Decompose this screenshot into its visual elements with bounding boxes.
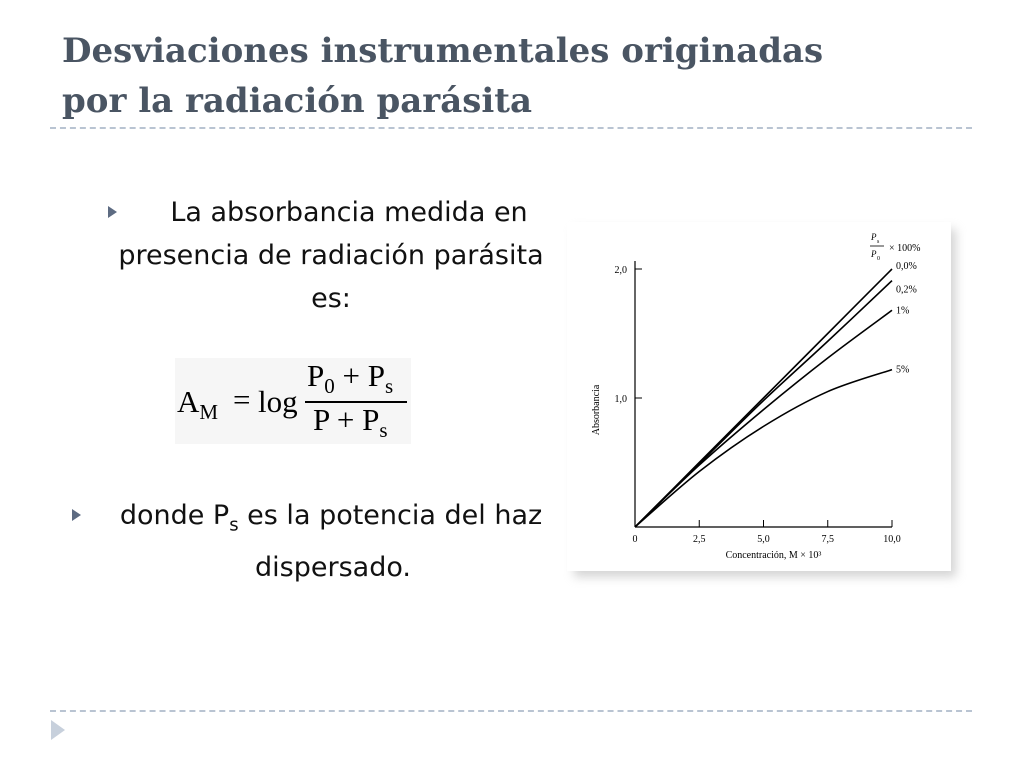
- x-tick-label: 10,0: [883, 534, 901, 545]
- bullet-1-line-3: es:: [311, 283, 351, 314]
- next-slide-arrow-icon[interactable]: [51, 720, 65, 740]
- x-tick-label: 2,5: [693, 534, 706, 545]
- absorbance-chart: [567, 222, 951, 571]
- chart-axes: [635, 261, 892, 527]
- formula-denominator: $P + P_s$: [313, 402, 388, 443]
- top-divider: [50, 127, 972, 129]
- series-label: 0,2%: [896, 284, 917, 296]
- y-axis-label: Absorbancia: [591, 384, 602, 436]
- series-label: 5%: [896, 364, 910, 376]
- bullet-1-line-2: presencia de radiación parásita: [118, 240, 544, 271]
- bullet-2-line-1: donde $P_s$ es la potencia del haz: [119, 500, 543, 536]
- x-axis-label: Concentración, M × 10³: [725, 550, 822, 561]
- slide-title: [62, 26, 962, 126]
- x-tick-label: 0: [632, 534, 638, 545]
- formula-lhs: $A_M$: [177, 384, 219, 425]
- absorbance-formula: [175, 358, 411, 444]
- chart-labels: [591, 232, 920, 561]
- bullet-arrow-icon: [72, 509, 81, 521]
- legend-title-denominator-sub: 0: [877, 256, 880, 262]
- bullet-2-text: [96, 494, 566, 589]
- bullet-1-text: [96, 191, 566, 320]
- chart-series: [635, 269, 892, 527]
- formula-equals: =: [233, 382, 251, 417]
- slide-title-line-2: por la radiación parásita: [62, 81, 533, 121]
- bullet-2-line-2: dispersado.: [255, 552, 411, 584]
- legend-title-suffix: × 100%: [889, 243, 921, 254]
- series-line: [635, 370, 892, 527]
- slide-title-line-1: Desviaciones instrumentales originadas: [62, 31, 824, 71]
- series-line: [635, 310, 892, 527]
- y-tick-label: 1,0: [614, 394, 627, 405]
- series-label: 1%: [896, 305, 910, 317]
- bullet-1-line-1: La absorbancia medida en: [170, 197, 528, 228]
- formula-numerator: $P_0 + P_s$: [307, 358, 394, 399]
- legend-title-numerator-sub: s: [877, 239, 880, 245]
- chart-svg: [567, 222, 951, 571]
- formula-log: log: [258, 384, 298, 419]
- series-label: 0,0%: [896, 261, 917, 272]
- bottom-divider: [50, 710, 972, 712]
- legend-title-denominator: P: [871, 249, 877, 259]
- x-tick-label: 7,5: [821, 534, 834, 545]
- x-tick-label: 5,0: [757, 534, 770, 545]
- legend-title-numerator: P: [871, 232, 877, 242]
- y-tick-label: 2,0: [614, 265, 627, 276]
